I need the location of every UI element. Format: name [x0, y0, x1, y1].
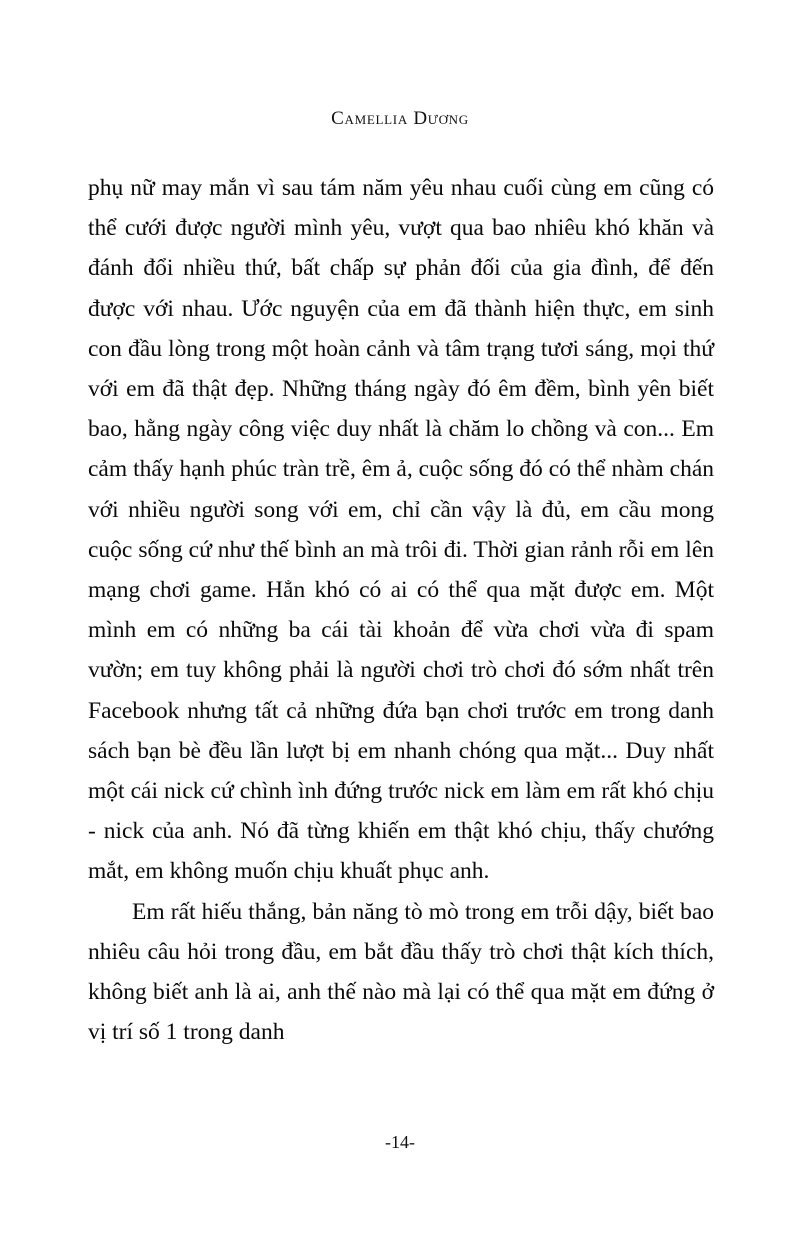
- paragraph-1: phụ nữ may mắn vì sau tám năm yêu nhau cuối cùng em cũng có thể cưới được người mình yêu, vượt qua bao nhiêu khó khăn và đánh đổi nhiều thứ, bất chấp sự phản đối của gia đình, để đến được với nhau. Ước nguyện của em đã thành hiện thực, em sinh con đầu lòng trong một hoàn cảnh và tâm trạng tươi sáng, mọi thứ với em đã thật đẹp. Những tháng ngày đó êm đềm, bình yên biết bao, hằng ngày công việc duy nhất là chăm lo chồng và con... Em cảm thấy hạnh phúc tràn trề, êm ả, cuộc sống đó có thể nhàm chán với nhiều người song với em, chỉ cần vậy là đủ, em cầu mong cuộc sống cứ như thế bình an mà trôi đi. Thời gian rảnh rỗi em lên mạng chơi game. Hẳn khó có ai có thể qua mặt được em. Một mình em có những ba cái tài khoản để vừa chơi vừa đi spam vườn; em tuy không phải là người chơi trò chơi đó sớm nhất trên Facebook nhưng tất cả những đứa bạn chơi trước em trong danh sách bạn bè đều lần lượt bị em nhanh chóng qua mặt... Duy nhất một cái nick cứ chình ình đứng trước nick em làm em rất khó chịu - nick của anh. Nó đã từng khiến em thật khó chịu, thấy chướng mắt, em không muốn chịu khuất phục anh.: [88, 175, 714, 885]
- body-text-block: [88, 168, 714, 1052]
- paragraph-2: Em rất hiếu thắng, bản năng tò mò trong em trỗi dậy, biết bao nhiêu câu hỏi trong đầu, em bắt đầu thấy trò chơi thật kích thích, không biết anh là ai, anh thế nào mà lại có thể qua mặt em đứng ở vị trí số 1 trong danh: [88, 898, 714, 1046]
- running-head: [0, 108, 800, 130]
- running-head-text: Camellia Dương: [331, 108, 469, 129]
- page-number: -14-: [385, 1132, 415, 1152]
